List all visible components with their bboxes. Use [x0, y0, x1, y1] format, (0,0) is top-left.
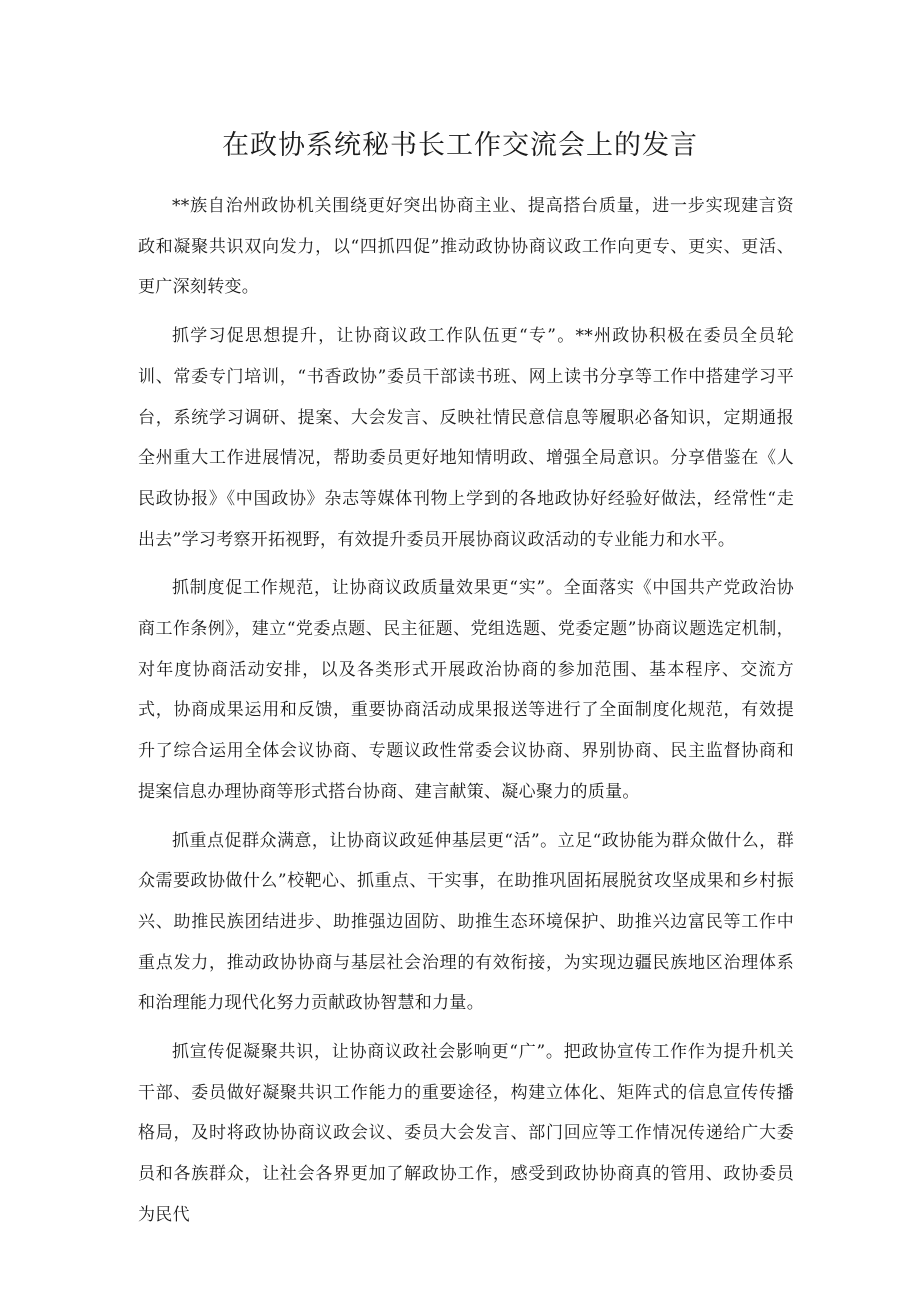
paragraph-study: 抓学习促思想提升，让协商议政工作队伍更“专”。**州政协积极在委员全员轮训、常委专门培训，“书香政协”委员干部读书班、网上读书分享等工作中搭建学习平台，系统学习调研、提案、大会发言、反映社情民意信息等履职必备知识，定期通报全州重大工作进展情况，帮助委员更好地知情明政、增强全局意识。分享借鉴在《人民政协报》《中国政协》杂志等媒体刊物上学到的各地政协好经验好做法，经常性“走出去”学习考察开拓视野，有效提升委员开展协商议政活动的专业能力和水平。 [138, 326, 794, 550]
document-body [138, 186, 794, 1244]
paragraph-intro: **族自治州政协机关围绕更好突出协商主业、提高搭台质量，进一步实现建言资政和凝聚共识双向发力，以“四抓四促”推动政协协商议政工作向更专、更实、更活、更广深刻转变。 [138, 196, 794, 298]
paragraph-system: 抓制度促工作规范，让协商议政质量效果更“实”。全面落实《中国共产党政治协商工作条例》，建立“党委点题、民主征题、党组选题、党委定题”协商议题选定机制，对年度协商活动安排，以及各类形式开展政治协商的参加范围、基本程序、交流方式，协商成果运用和反馈，重要协商活动成果报送等进行了全面制度化规范，有效提升了综合运用全体会议协商、专题议政性常委会议协商、界别协商、民主监督协商和提案信息办理协商等形式搭台协商、建言献策、凝心聚力的质量。 [138, 578, 794, 802]
document-title: 在政协系统秘书长工作交流会上的发言 [222, 130, 698, 161]
paragraph-grassroots: 抓重点促群众满意，让协商议政延伸基层更“活”。立足“政协能为群众做什么，群众需要政协做什么”校靶心、抓重点、干实事，在助推巩固拓展脱贫攻坚成果和乡村振兴、助推民族团结进步、助推强边固防、助推生态环境保护、助推兴边富民等工作中重点发力，推动政协协商与基层社会治理的有效衔接，为实现边疆民族地区治理体系和治理能力现代化努力贡献政协智慧和力量。 [138, 830, 794, 1014]
paragraph-publicity: 抓宣传促凝聚共识，让协商议政社会影响更“广”。把政协宣传工作作为提升机关干部、委员做好凝聚共识工作能力的重要途径，构建立体化、矩阵式的信息宣传传播格局，及时将政协协商议政会议、委员大会发言、部门回应等工作情况传递给广大委员和各族群众，让社会各界更加了解政协工作，感受到政协协商真的管用、政协委员为民代 [138, 1042, 794, 1225]
